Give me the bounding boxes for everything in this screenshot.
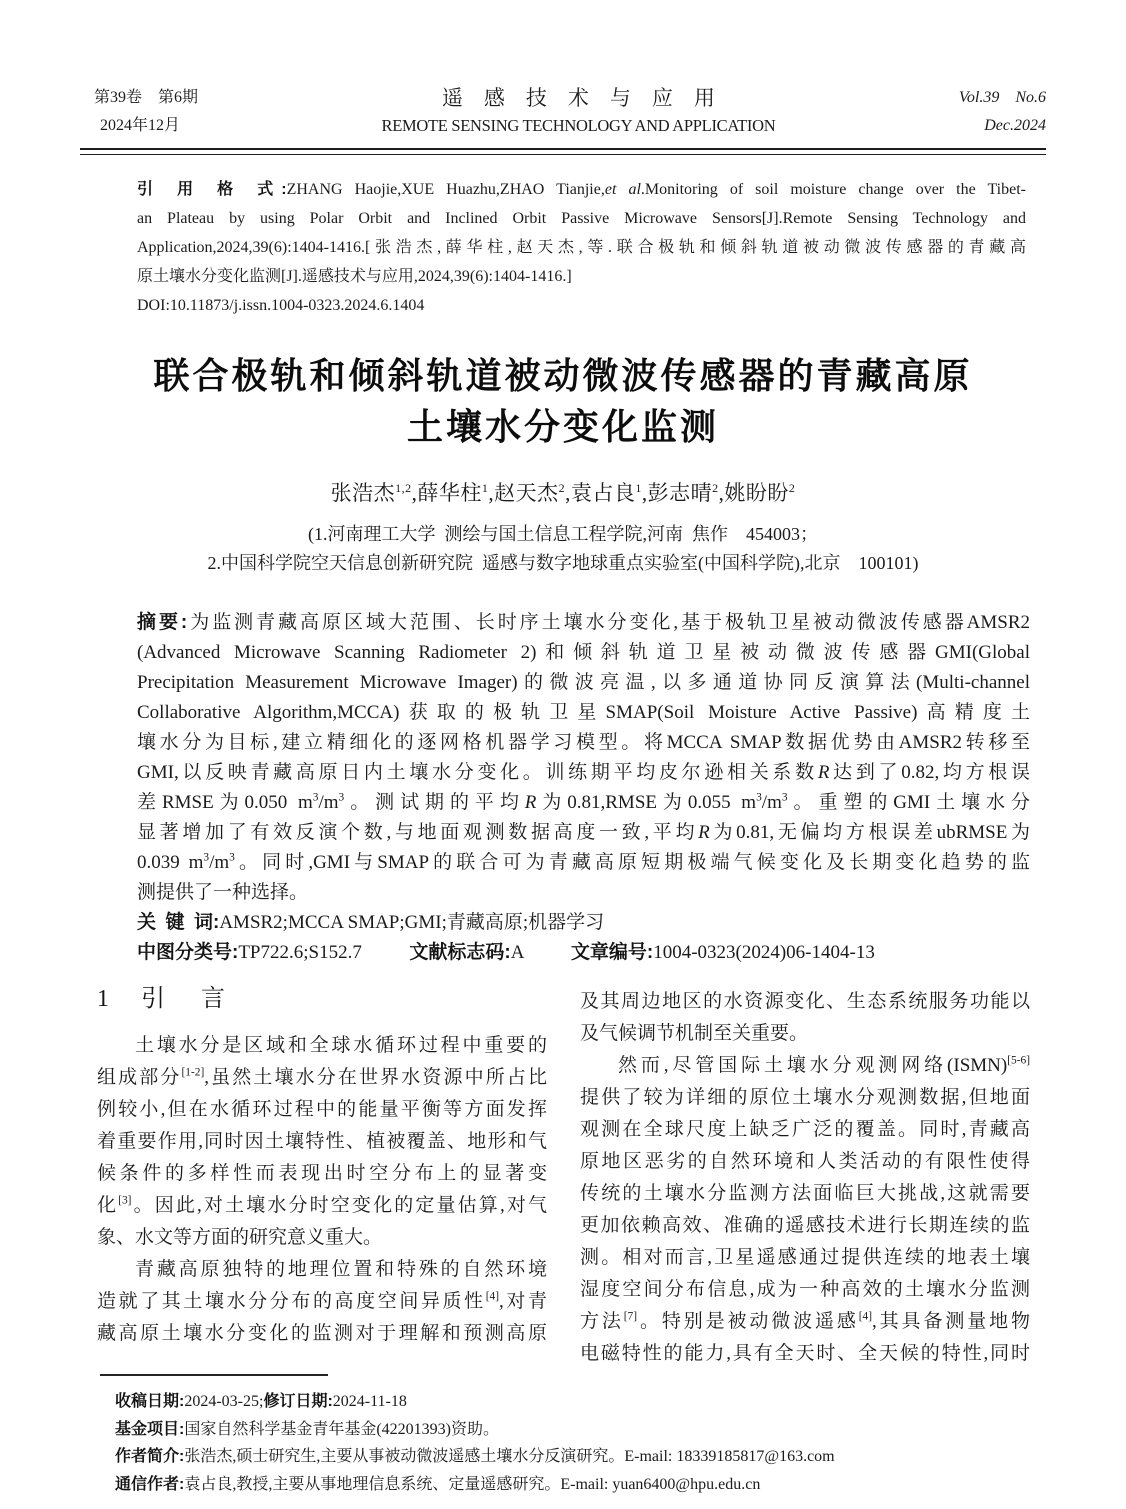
doi-line: DOI:10.11873/j.issn.1004-0323.2024.6.1404 [137, 297, 425, 314]
citation-block [137, 175, 1026, 320]
footnote-lines [100, 1388, 1046, 1498]
received-date-line: 收稿日期:2024-03-25;修订日期:2024-11-18 [115, 1393, 407, 1410]
body-line: 方法[7]。特别是被动微波遥感[4],其具备测量地物 [580, 1310, 1030, 1332]
body-line: 候条件的多样性而表现出时空分布上的显著变 [97, 1163, 547, 1184]
body-line: 造就了其土壤水分分布的高度空间异质性[4],对青 [97, 1290, 547, 1312]
body-line: 电磁特性的能力,具有全天时、全天候的特性,同时 [580, 1343, 1030, 1364]
corresponding-author-line: 通信作者:袁占良,教授,主要从事地理信息系统、定量遥感研究。E-mail: yuan6400@hpu.edu.cn [115, 1475, 761, 1493]
abstract-line: 0.039 $m^3/m^3$。同时,GMI与SMAP的联合可为青藏高原短期极端气候变化及长期变化趋势的监 [137, 851, 1031, 873]
journal-header [80, 84, 1046, 140]
abstract-line: Precipitation Measurement Microwave Imager)的微波亮温,以多通道协同反演算法(Multi-channel [137, 672, 1030, 693]
journal-title [198, 84, 959, 140]
article-title [80, 350, 1046, 452]
authors-line: 张浩杰$^{1,2}$,薛华柱$^1$,赵天杰$^2$,袁占良$^1$,彭志晴$^2$,姚盼盼$^2$ [330, 481, 796, 505]
issue-volume-en: Vol.39 No.6 [958, 89, 1046, 106]
journal-title-cn: 遥 感 技 术 与 应 用 [441, 86, 715, 110]
abstract-line: GMI,以反映青藏高原日内土壤水分变化。训练期平均皮尔逊相关系数R达到了0.82,均方根误 [137, 762, 1030, 783]
left-column [97, 980, 547, 1370]
citation-line-2: an Plateau by using Polar Orbit and Inclined Orbit Passive Microwave Sensors[J].Remote Sensing Technology and [137, 210, 1026, 227]
affiliations [80, 520, 1046, 578]
section-title: 引 言 [141, 986, 231, 1012]
abstract-block [137, 608, 1030, 968]
journal-issue-cn [80, 84, 198, 140]
issue-date-en: Dec.2024 [984, 117, 1046, 134]
citation-line-4: 原土壤水分变化监测[J].遥感技术与应用,2024,39(6):1404-1416.] [137, 268, 572, 285]
body-columns [97, 980, 1030, 1370]
footnote-rule [100, 1374, 328, 1376]
keywords-line: 关 键 词:AMSR2;MCCA SMAP;GMI;青藏高原;机器学习 [137, 912, 605, 933]
body-line: 然而,尽管国际土壤水分观测网络(ISMN)[5-6] [618, 1054, 1030, 1076]
citation-line-3: Application,2024,39(6):1404-1416.[张浩杰,薛华柱,赵天杰,等.联合极轨和倾斜轨道被动微波传感器的青藏高 [137, 239, 1026, 256]
body-line: 及气候调节机制至关重要。 [580, 1023, 809, 1044]
right-column [580, 980, 1030, 1370]
body-line: 土壤水分是区域和全球水循环过程中重要的 [135, 1035, 547, 1056]
body-line: 化[3]。因此,对土壤水分时空变化的定量估算,对气 [97, 1194, 547, 1216]
header-rule [80, 148, 1046, 155]
funding-line: 基金项目:国家自然科学基金青年基金(42201393)资助。 [115, 1420, 500, 1438]
abstract-line: 测提供了一种选择。 [137, 882, 309, 903]
abstract-line: 差RMSE为0.050 $m^3/m^3$。测试期的平均R为0.81,RMSE为0.055 $m^3/m^3$。重塑的GMI土壤水分 [137, 791, 1030, 813]
abstract-line: (Advanced Microwave Scanning Radiometer 2)和倾斜轨道卫星被动微波传感器GMI(Global [137, 642, 1030, 663]
author-bio-line: 作者简介:张浩杰,硕士研究生,主要从事被动微波遥感土壤水分反演研究。E-mail: 18339185817@163.com [115, 1448, 835, 1465]
abstract-line: 壤水分为目标,建立精细化的逐网格机器学习模型。将MCCA SMAP数据优势由AMSR2转移至 [137, 732, 1030, 753]
body-line: 更加依赖高效、准确的遥感技术进行长期连续的监 [580, 1215, 1030, 1236]
body-line: 观测在全球尺度上缺乏广泛的覆盖。同时,青藏高 [580, 1119, 1030, 1140]
article-title-line2: 土壤水分变化监测 [406, 406, 719, 447]
body-line: 传统的土壤水分监测方法面临巨大挑战,这就需要 [580, 1183, 1030, 1204]
section-1-heading [97, 982, 547, 1016]
body-line: 及其周边地区的水资源变化、生态系统服务功能以 [580, 991, 1030, 1012]
body-line: 原地区恶劣的自然环境和人类活动的有限性使得 [580, 1151, 1030, 1172]
article-title-line1: 联合极轨和倾斜轨道被动微波传感器的青藏高原 [153, 355, 973, 396]
abstract-line: 显著增加了有效反演个数,与地面观测数据高度一致,平均R为0.81,无偏均方根误差ubRMSE为 [137, 822, 1030, 843]
body-line: 例较小,但在水循环过程中的能量平衡等方面发挥 [97, 1099, 547, 1120]
journal-issue-en [959, 84, 1046, 140]
section-number: 1 [97, 986, 109, 1012]
body-line: 着重要作用,同时因土壤特性、植被覆盖、地形和气 [97, 1131, 547, 1152]
footnote-area [100, 1374, 1046, 1498]
classification-line: 中图分类号:TP722.6;S152.7 文献标志码:A 文章编号:1004-0323(2024)06-1404-13 [137, 942, 875, 963]
affiliation-2: 2.中国科学院空天信息创新研究院 遥感与数字地球重点实验室(中国科学院),北京 100101) [207, 553, 919, 573]
body-line: 青藏高原独特的地理位置和特殊的自然环境 [135, 1259, 547, 1280]
body-line: 湿度空间分布信息,成为一种高效的土壤水分监测 [580, 1279, 1030, 1300]
abstract-line: 摘要:为监测青藏高原区域大范围、长时序土壤水分变化,基于极轨卫星被动微波传感器AMSR2 [137, 612, 1031, 633]
journal-title-en: REMOTE SENSING TECHNOLOGY AND APPLICATION [381, 116, 776, 135]
affiliation-1: (1.河南理工大学 测绘与国土信息工程学院,河南 焦作 454003； [308, 524, 818, 544]
issue-date-cn: 2024年12月 [100, 117, 181, 134]
abstract-line: Collaborative Algorithm,MCCA)获取的极轨卫星SMAP(Soil Moisture Active Passive)高精度土 [137, 702, 1030, 723]
issue-volume-cn: 第39卷 第6期 [94, 89, 199, 106]
body-line: 组成部分[1-2],虽然土壤水分在世界水资源中所占比 [97, 1066, 547, 1088]
body-line: 测。相对而言,卫星遥感通过提供连续的地表土壤 [580, 1247, 1030, 1268]
body-line: 藏高原土壤水分变化的监测对于理解和预测高原 [97, 1323, 547, 1344]
body-line: 象、水文等方面的研究意义重大。 [97, 1227, 383, 1248]
body-line: 提供了较为详细的原位土壤水分观测数据,但地面 [580, 1087, 1030, 1108]
citation-line-1: 引 用 格 式:ZHANG Haojie,XUE Huazhu,ZHAO Tianjie,et al.Monitoring of soil moisture change over the Tibet- [137, 181, 1026, 198]
